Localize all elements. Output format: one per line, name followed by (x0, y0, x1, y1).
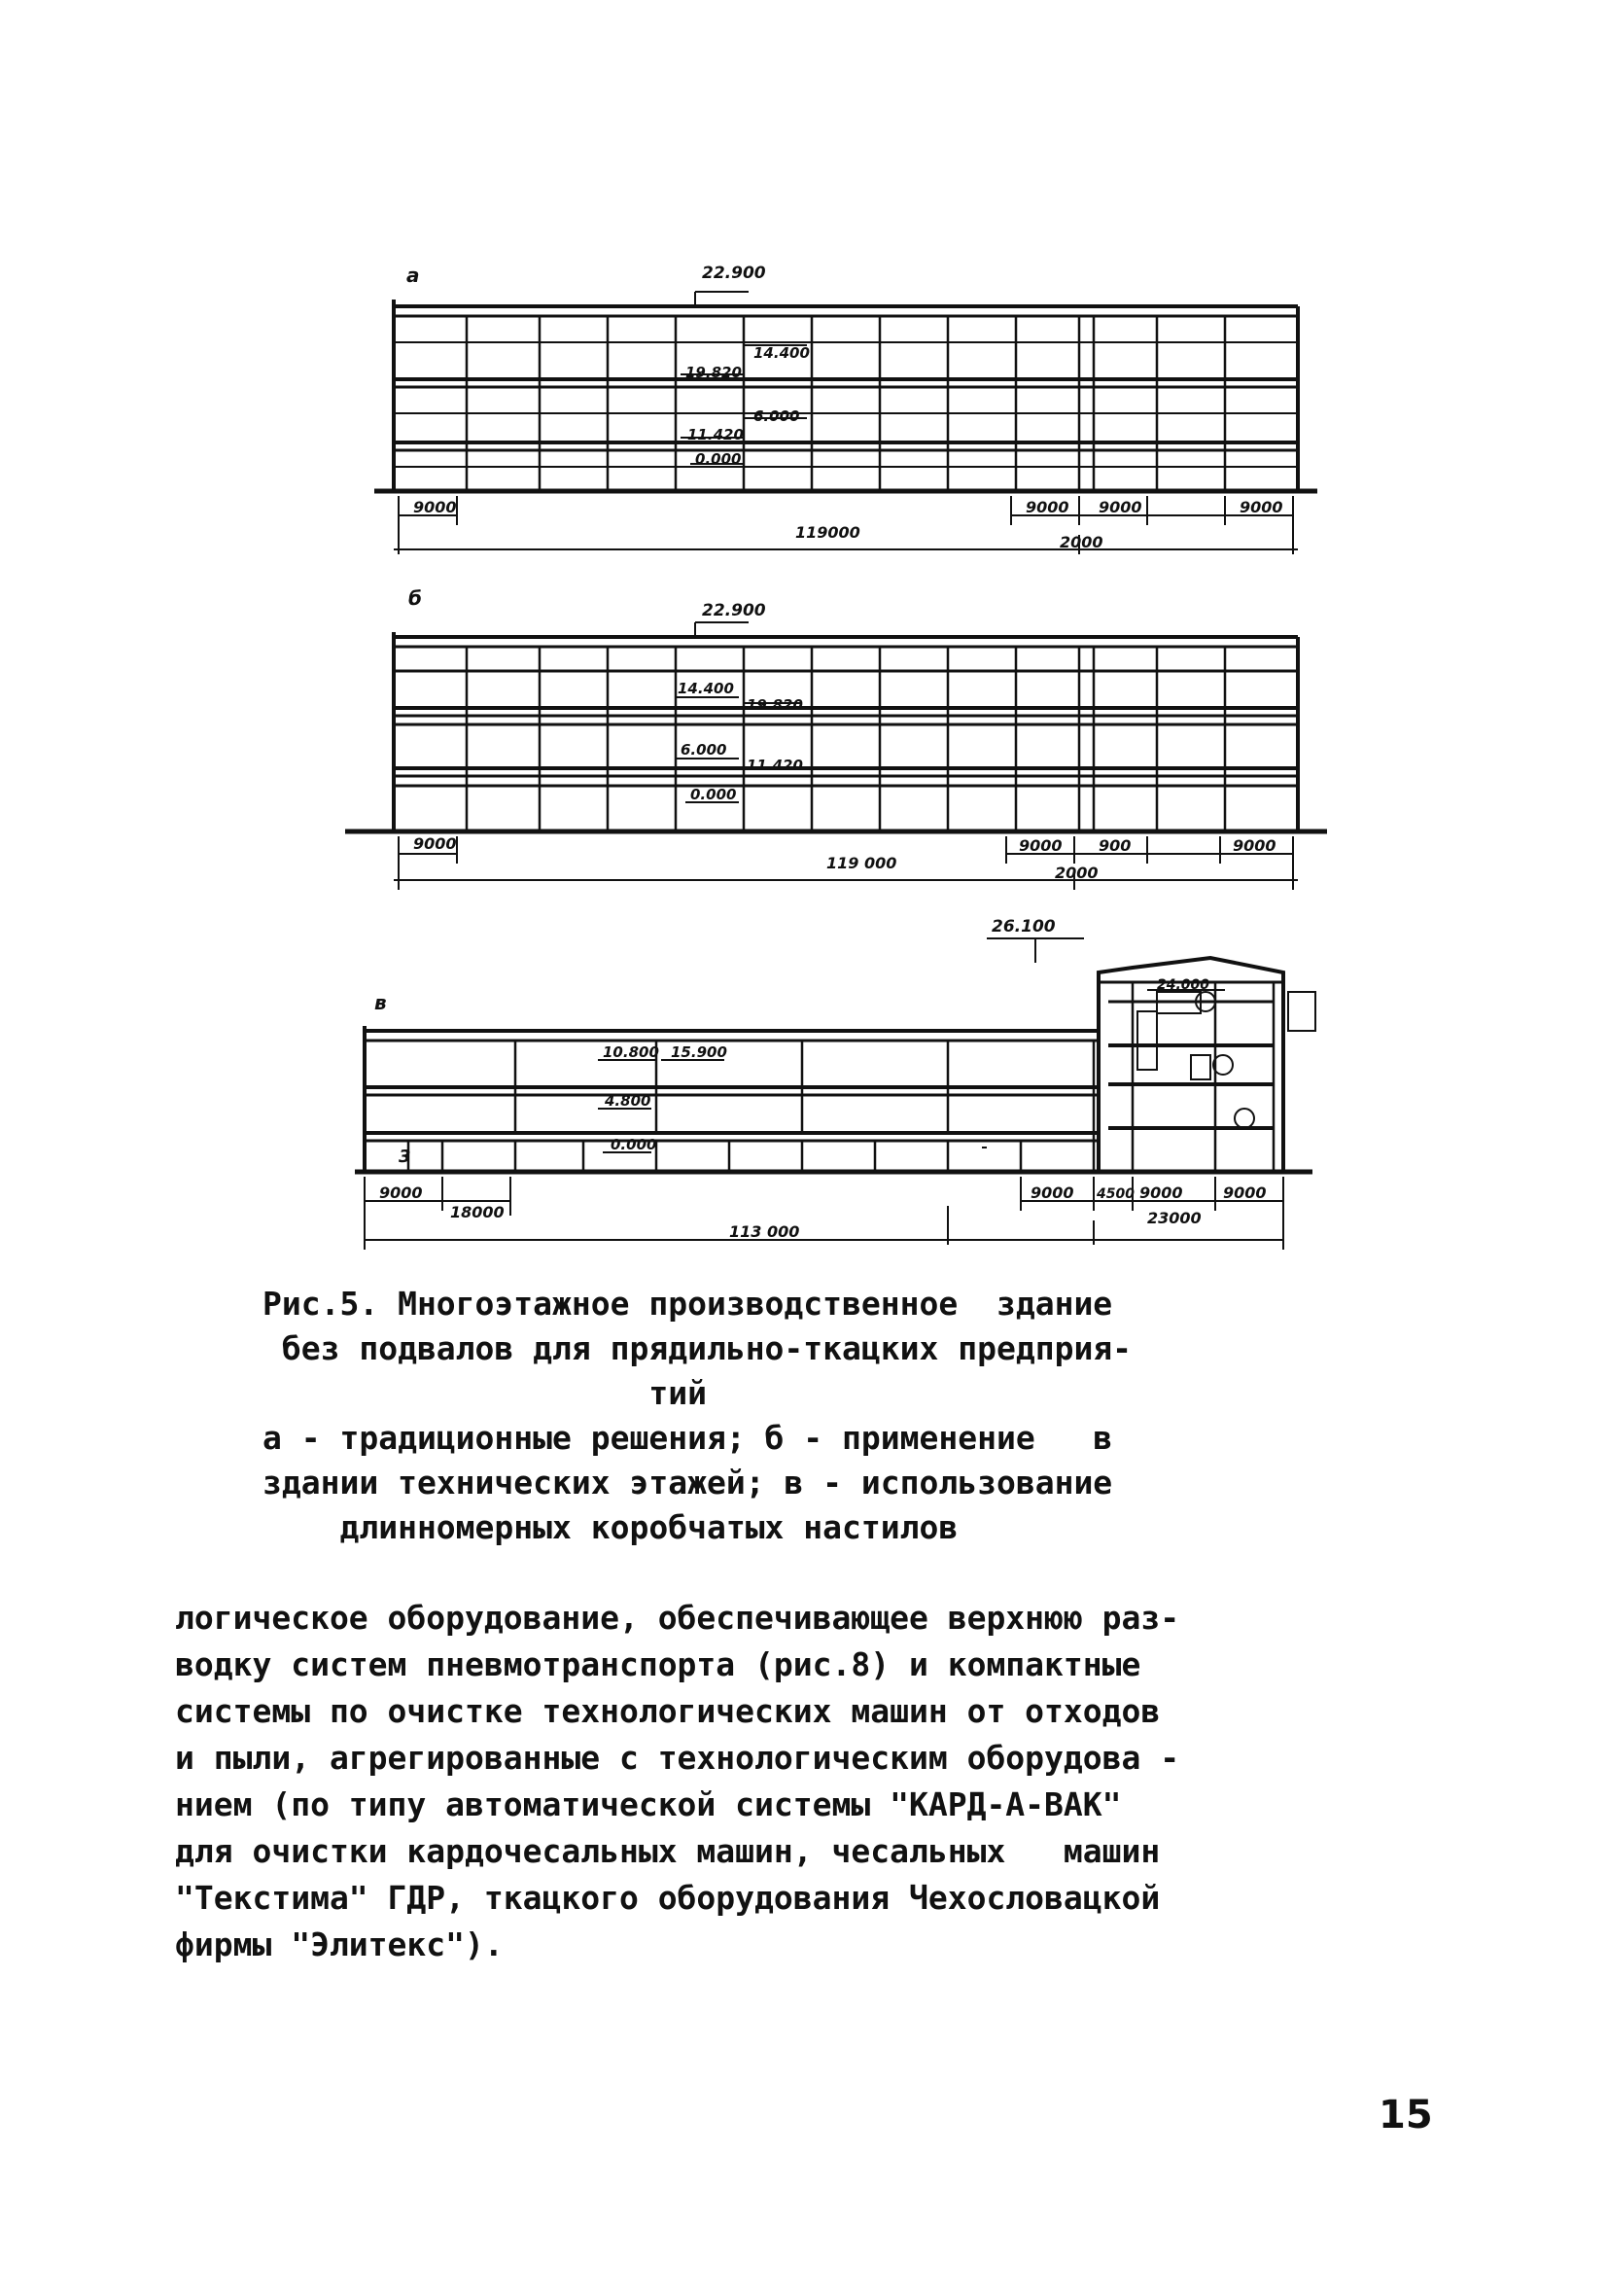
figure-a-span-2: 119000 (795, 523, 860, 542)
figure-v-span-5: 4500 (1097, 1186, 1135, 1202)
figure-a-span-3: 9000 (1026, 498, 1069, 516)
body-line: и пыли, агрегированные с технологическим оборудова - (175, 1739, 1180, 1777)
figure-v-span-3: 113 000 (729, 1222, 800, 1241)
body-line: логическое оборудование, обеспечивающее верхнюю раз- (175, 1599, 1180, 1637)
figure-b-level-5: 0.000 (690, 786, 737, 803)
figure-v-level-3: 4.800 (605, 1092, 651, 1110)
figure-b-level-3: 6.000 (681, 741, 727, 759)
figure-b-top-mark: 22.900 (702, 601, 766, 620)
figure-caption (262, 1282, 1361, 1550)
body-line: нием (по типу автоматической системы "КАРД-А-ВАК" (175, 1785, 1122, 1823)
caption-line: без подвалов для прядильно-ткацких предприя- (262, 1329, 1133, 1367)
caption-line: Рис.5. Многоэтажное производственное здание (262, 1285, 1113, 1323)
figure-v-level-2: 15.900 (671, 1043, 727, 1061)
figure-b-span-2: 119 000 (826, 854, 897, 872)
caption-line: тий (262, 1374, 707, 1412)
figure-v-span-1: 9000 (379, 1183, 423, 1202)
figure-a-span-5: 9000 (1240, 498, 1283, 516)
figure-a-level-2: 19.820 (685, 364, 742, 381)
figure-b-label: б (408, 586, 422, 610)
figure-a-level-3: 6.000 (753, 407, 800, 425)
figure-a-top-mark: 22.900 (702, 264, 766, 283)
figure-b-span-5: 9000 (1233, 836, 1276, 855)
figure-b-level-2: 19.820 (747, 696, 803, 714)
figure-b-span-4: 900 (1099, 836, 1132, 855)
caption-line: здании технических этажей; в - использование (262, 1464, 1113, 1501)
figure-b-span-1: 9000 (413, 834, 457, 853)
caption-line: длинномерных коробчатых настилов (262, 1508, 959, 1546)
body-line: водку систем пневмотранспорта (рис.8) и компактные (175, 1645, 1141, 1683)
figure-a-label: а (406, 264, 420, 287)
figure-v-span-2: 18000 (450, 1203, 505, 1221)
body-line: системы по очистке технологических машин от отходов (175, 1692, 1161, 1730)
figure-v-span-6: 9000 (1139, 1183, 1183, 1202)
figure-a-span-1: 9000 (413, 498, 457, 516)
caption-line: а - традиционные решения; б - применение в (262, 1419, 1113, 1457)
figure-a-level-5: 0.000 (695, 450, 742, 468)
figure-a-span-6: 2000 (1060, 533, 1103, 551)
body-line: для очистки кардочесальных машин, чесальных машин (175, 1832, 1161, 1870)
figure-v-span-7: 9000 (1223, 1183, 1267, 1202)
figure-a-level-1: 14.400 (753, 344, 810, 362)
figure-b-span-6: 2000 (1055, 864, 1099, 882)
body-paragraph (175, 1595, 1429, 1968)
figure-v-top-mark: 26.100 (992, 917, 1056, 936)
figure-v-level-1: 10.800 (603, 1043, 659, 1061)
figure-b-level-1: 14.400 (678, 680, 734, 697)
body-line: фирмы "Элитекс"). (175, 1925, 504, 1963)
figure-v-room-label: 3 (399, 1147, 411, 1167)
body-line: "Текстима" ГДР, ткацкого оборудования Чехословацкой (175, 1879, 1161, 1917)
page-number: 15 (1379, 2093, 1433, 2137)
figure-a-level-4: 11.420 (687, 426, 744, 443)
section-b (345, 622, 1327, 890)
figure-v-span-4: 9000 (1031, 1183, 1074, 1202)
figure-v-level-5: 24.000 (1157, 977, 1210, 993)
figure-v-label: в (374, 991, 387, 1014)
figure-a-span-4: 9000 (1099, 498, 1142, 516)
figure-b-span-3: 9000 (1019, 836, 1063, 855)
figure-v-span-8: 23000 (1147, 1209, 1202, 1227)
section-a (374, 292, 1317, 554)
figure-b-level-4: 11.420 (747, 757, 803, 774)
figure-v-level-4: 0.000 (611, 1136, 657, 1153)
